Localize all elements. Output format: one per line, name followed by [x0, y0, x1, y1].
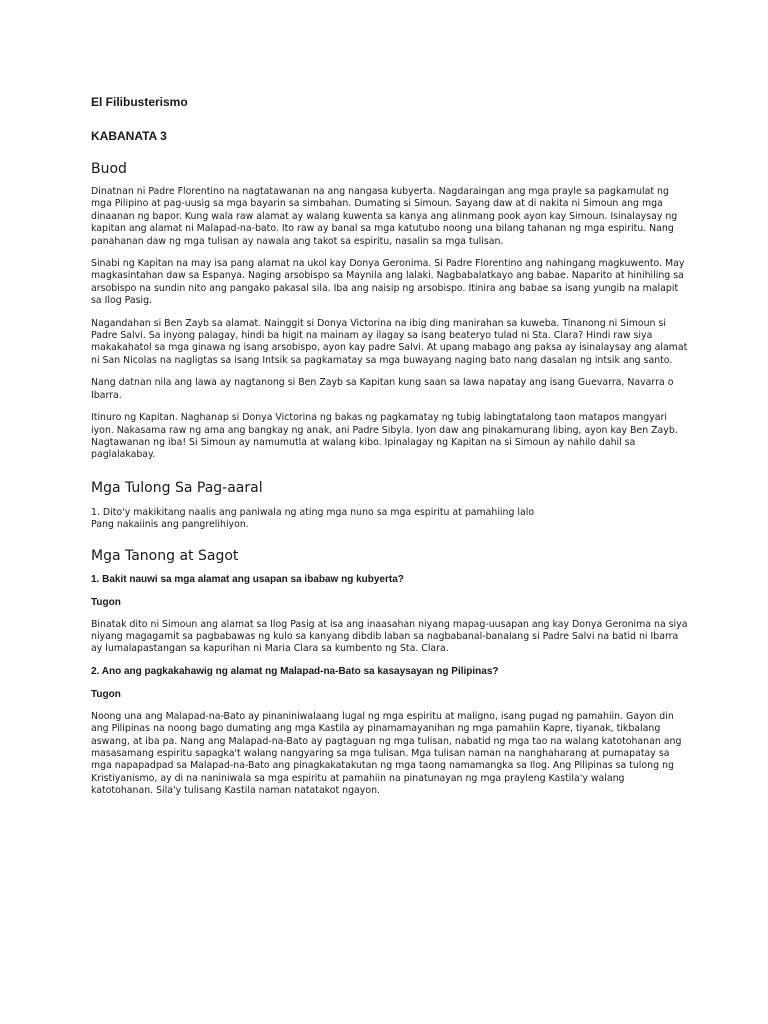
- buod-section: [91, 186, 688, 462]
- question-2: 2. Ano ang pagkakahawig ng alamat ng Malapad-na-Bato sa kasaysayan ng Pilipinas?: [91, 665, 499, 677]
- tanong-heading: Mga Tanong at Sagot: [91, 547, 239, 564]
- buod-paragraph: Nagandahan si Ben Zayb sa alamat. Nainggit si Donya Victorina na ibig ding manirahan sa kuweba. Tinanong ni Simoun si Padre Salvi. Sa inyong palagay, hindi ba higit na mainam ay ilagay sa isang beateryo tulad ni Sta. Clara? Hindi raw siya makakahatol sa mga ginawa ng isang arsobispo, ayon kay padre Salvi. At upang mabago ang paksa ay isinalaysay ang alamat ni San Nicolas na nagligtas sa isang Intsik sa pagkamatay sa mga buwayang naging bato nang dasalan ng intsik ang santo.: [91, 317, 688, 366]
- tulong-text: [91, 507, 688, 532]
- tulong-line-2: Pang nakaiinis ang pangrelihiyon.: [91, 519, 249, 531]
- answer-2: Noong una ang Malapad-na-Bato ay pinaniniwalaang lugal ng mga espiritu at maligno, isang pugad ng pamahiin. Gayon din ang Pilipinas na noong bago dumating ang mga Kastila ay pinamamayanihan ng mga pamahiin Kapre, tiyanak, tikbalang aswang, at iba pa. Nang ang Malapad-na-Bato ay pagtaguan ng mga tulisan, nabatid ng mga tao na walang katotohanan ang masasamang espiritu sapagka't walang nangyaring sa mga tulisan. Mga tulisan naman na nanghaharang at pumapatay sa mga napapadpad sa Malapad-na-Bato ang pinagkakatakutan ng mga taong namamangka sa Ilog. Ang Pilipinas sa tulong ng Kristiyanismo, ay di na naniniwala sa mga espiritu at pamahiin na pinatunayan ng mga prayleng Kastila'y walang katotohanan. Sila'y tulisang Kastila naman natatakot ngayon.: [91, 710, 682, 797]
- tanong-section: [91, 574, 688, 798]
- buod-paragraph: Sinabi ng Kapitan na may isa pang alamat na ukol kay Donya Geronima. Si Padre Florentino ang nahingang magkuwento. May magkasintahan daw sa Espanya. Naging arsobispo sa Maynila ang lalaki. Nagbabalatkayo ang babae. Naparito at hinihiling sa arsobispo na sundin nito ang pangako pakasal sila. Iba ang naisip ng arsobispo. Itinira ang babae sa isang yungib na malapit sa Ilog Pasig.: [91, 258, 685, 307]
- buod-paragraph: Itinuro ng Kapitan. Naghanap si Donya Victorina ng bakas ng pagkamatay ng tubig labingtatalong taon matapos mangyari iyon. Nakasama raw ng ama ang bangkay ng anak, ani Padre Sibyla. Iyon daw ang pinakamurang libing, ayon kay Ben Zayb. Nagtawanan ng iba! Si Simoun ay namumutla at walang kibo. Ipinalagay ng Kapitan na si Simoun ay nahilo dahil sa paglalakabay.: [91, 412, 678, 461]
- chapter-heading: KABANATA 3: [91, 129, 167, 143]
- answer-1: Binatak dito ni Simoun ang alamat sa Ilog Pasig at isa ang inaasahan niyang mapag-uusapan ang kay Donya Geronima na siya niyang magagamit sa pagbabawas ng kulo sa kanyang dibdib laban sa nagbabanal-banalang si Padre Salvi na batid ni Ibarra ay lumalapastangan sa kapurihan ni Maria Clara sa kumbento ng Sta. Clara.: [91, 618, 688, 655]
- buod-paragraph: Dinatnan ni Padre Florentino na nagtatawanan na ang nangasa kubyerta. Nagdaraingan ang mga prayle sa pagkamulat ng mga Pilipino at pag-uusig sa mga bayarin sa simbahan. Dumating si Simoun. Sayang daw at di nakita ni Simoun ang mga dinaanan ng bapor. Kung wala raw alamat ay walang kuwenta sa kanya ang alinmang pook ayon kay Simoun. Isinalaysay ng kapitan ang alamat ni Malapad-na-bato. Ito raw ay banal sa mga katutubo noong una bilang tahanan ng mga espiritu. Nang panahanan daw ng mga tulisan ay nawala ang takot sa espiritu, nasalin sa mga tulisan.: [91, 186, 678, 247]
- tugon-label-1: Tugon: [91, 596, 121, 608]
- tugon-label-2: Tugon: [91, 688, 121, 700]
- buod-heading: Buod: [91, 161, 127, 177]
- question-1: 1. Bakit nauwi sa mga alamat ang usapan sa ibabaw ng kubyerta?: [91, 573, 404, 585]
- tulong-line-1: 1. Dito'y makikitang naalis ang paniwala ng ating mga nuno sa mga espiritu at pamahiing lalo: [91, 506, 535, 518]
- tulong-section: [91, 507, 688, 532]
- document-title: El Filibusterismo: [91, 95, 188, 109]
- buod-paragraph: Nang datnan nila ang lawa ay nagtanong si Ben Zayb sa Kapitan kung saan sa lawa napatay ang isang Guevarra, Navarra o Ibarra.: [91, 377, 674, 401]
- tulong-heading: Mga Tulong Sa Pag-aaral: [91, 479, 263, 496]
